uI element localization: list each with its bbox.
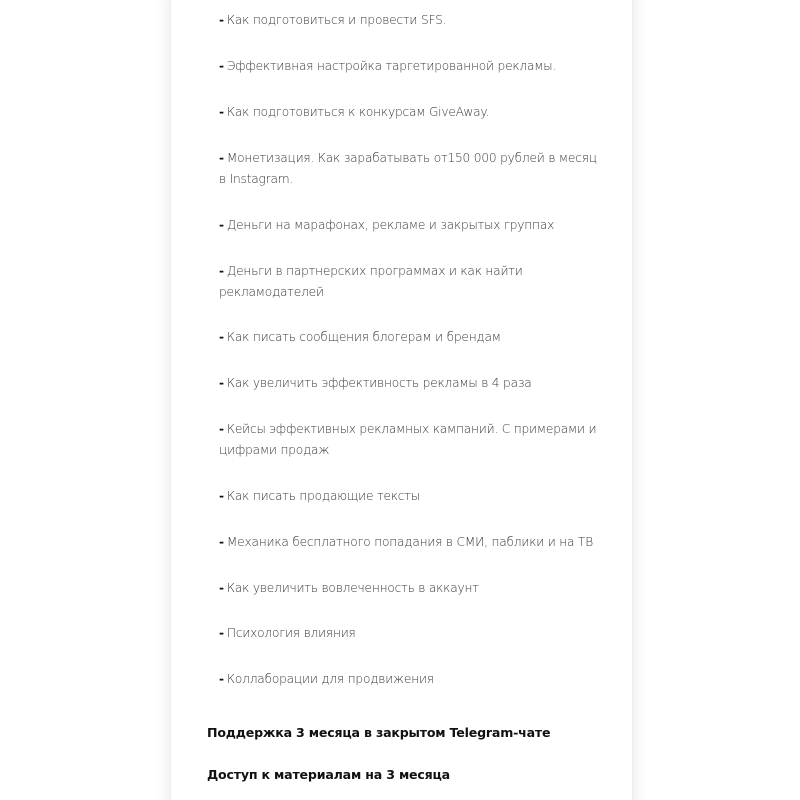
list-item-text: Коллаборации для продвижения (226, 672, 434, 686)
list-item (219, 578, 599, 599)
list-item (219, 486, 599, 507)
list-item (219, 56, 599, 77)
support-highlight: Поддержка 3 месяца в закрытом Telegram-чате (207, 725, 551, 740)
list-item-text: Как подготовиться и провести SFS. (226, 13, 447, 27)
list-item (219, 261, 599, 303)
bullet-dash: - (219, 376, 224, 390)
list-item (219, 10, 599, 31)
bullet-dash: - (219, 59, 224, 73)
list-item-text: Деньги на марафонах, рекламе и закрытых группах (226, 218, 555, 232)
list-item (219, 419, 599, 461)
list-item-text: Эффективная настройка таргетированной рекламы. (226, 59, 557, 73)
list-item (219, 102, 599, 123)
bullet-dash: - (219, 13, 224, 27)
bullet-dash: - (219, 672, 224, 686)
list-item-text: Монетизация. Как зарабатывать от150 000 рублей в месяц в Instagram. (219, 151, 597, 186)
bullet-dash: - (219, 489, 224, 503)
bullet-dash: - (219, 151, 224, 165)
list-item-text: Механика бесплатного попадания в СМИ, паблики и на ТВ (226, 535, 593, 549)
bullet-dash: - (219, 218, 224, 232)
bullet-dash: - (219, 535, 224, 549)
list-item (219, 623, 599, 644)
list-item (219, 532, 599, 553)
list-item-text: Как подготовиться к конкурсам GiveAway. (226, 105, 490, 119)
list-item-text: Как увеличить эффективность рекламы в 4 раза (226, 376, 532, 390)
list-item (219, 148, 599, 190)
list-item-text: Кейсы эффективных рекламных кампаний. С примерами и цифрами продаж (219, 422, 597, 457)
bullet-dash: - (219, 330, 224, 344)
bullet-dash: - (219, 105, 224, 119)
list-item-text: Как писать продающие тексты (226, 489, 420, 503)
list-item (219, 669, 599, 690)
list-item-text: Как писать сообщения блогерам и брендам (226, 330, 501, 344)
bullet-dash: - (219, 626, 224, 640)
bullet-dash: - (219, 264, 224, 278)
access-highlight: Доступ к материалам на 3 месяца (207, 767, 450, 782)
bullet-dash: - (219, 581, 224, 595)
list-item-text: Как увеличить вовлеченность в аккаунт (226, 581, 479, 595)
list-item-text: Психология влияния (226, 626, 356, 640)
list-item (219, 327, 599, 348)
bullet-dash: - (219, 422, 224, 436)
list-item-text: Деньги в партнерских программах и как найти рекламодателей (219, 264, 523, 299)
list-item (219, 215, 599, 236)
list-item (219, 373, 599, 394)
